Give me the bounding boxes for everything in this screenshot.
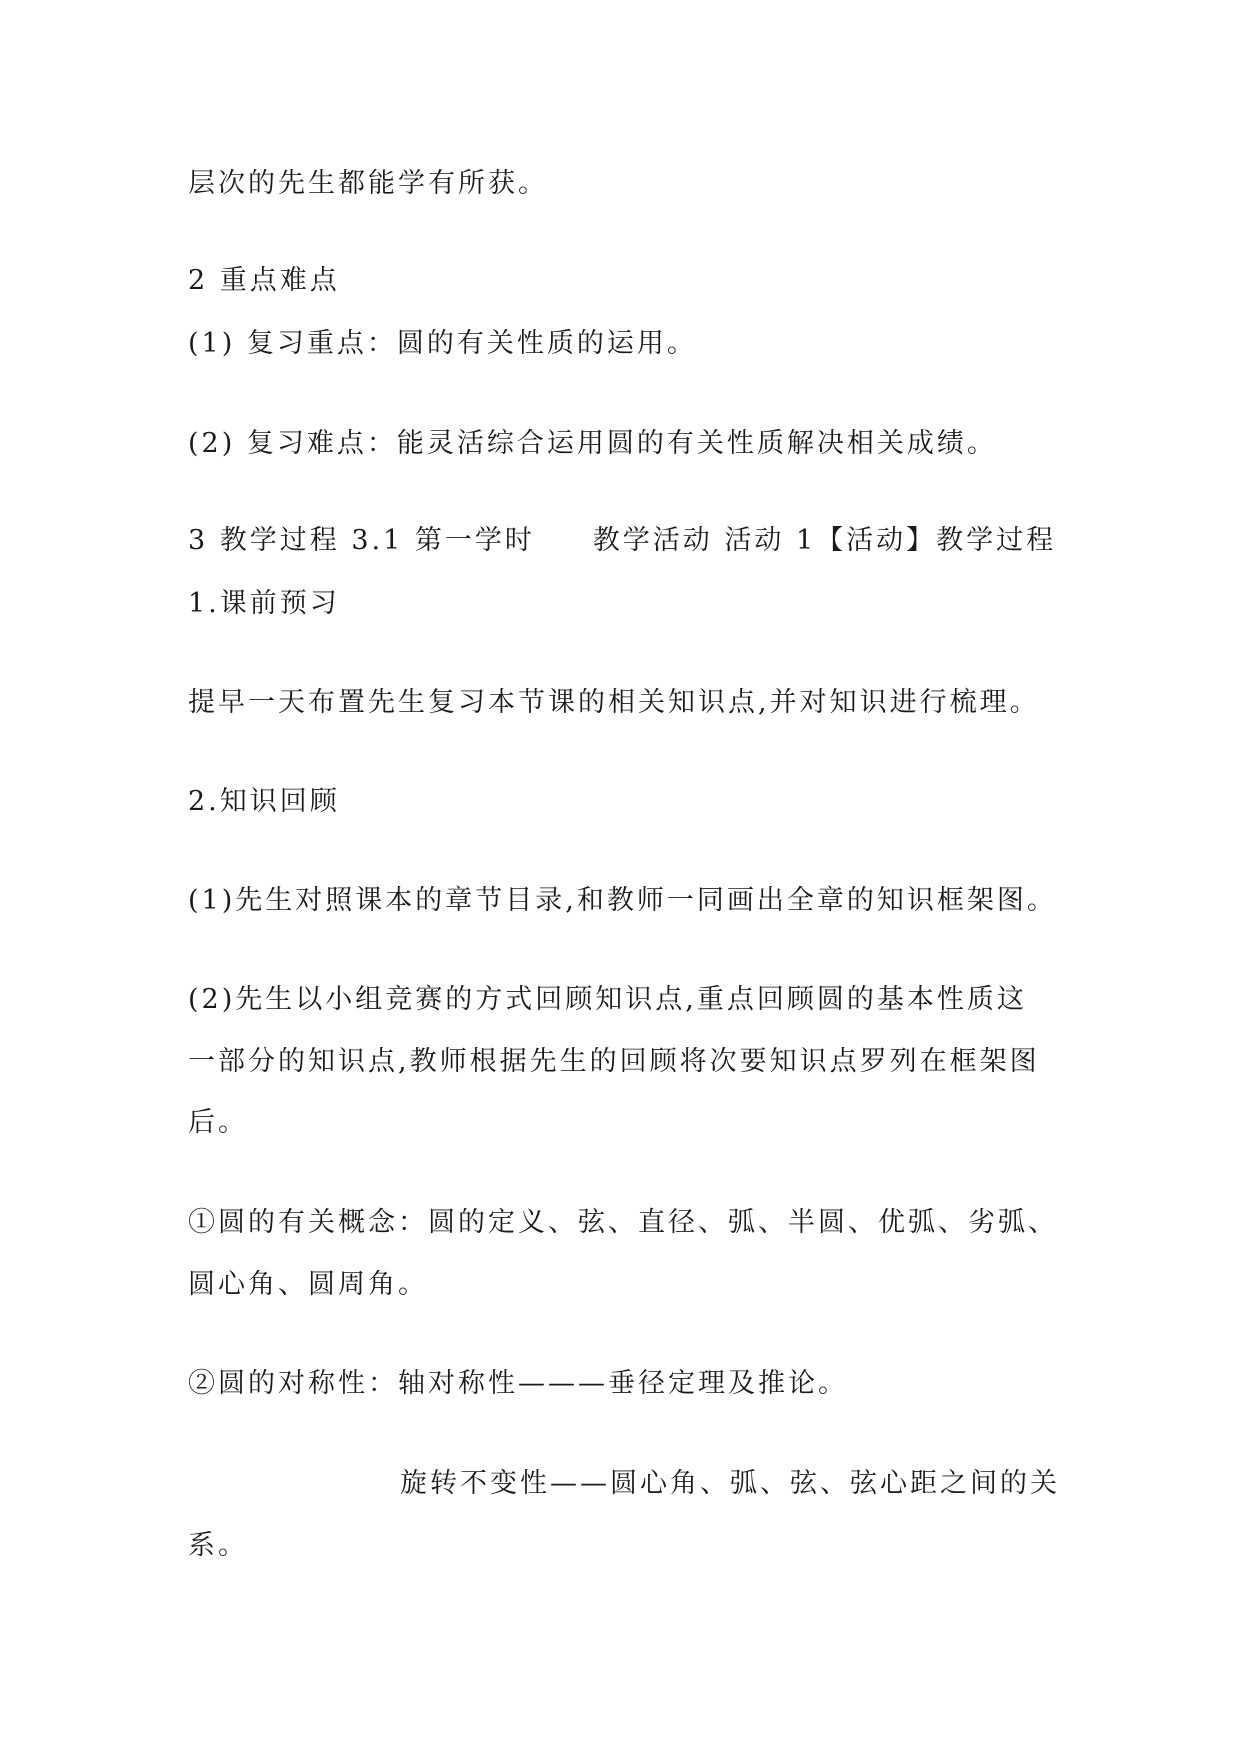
paragraph-line: ②圆的对称性：轴对称性———垂径定理及推论。 [188,1368,848,1399]
subheading-preview: 1.课前预习 [188,588,340,619]
paragraph-line: 提早一天布置先生复习本节课的相关知识点,并对知识进行梳理。 [188,687,1040,718]
paragraph-line: 后。 [188,1107,248,1138]
paragraph-line: (2) 复习难点：能灵活综合运用圆的有关性质解决相关成绩。 [188,428,997,459]
paragraph-line: 系。 [188,1530,248,1561]
subheading-review: 2.知识回顾 [188,786,340,817]
paragraph-line: ①圆的有关概念：圆的定义、弦、直径、弧、半圆、优弧、劣弧、 [188,1207,1058,1238]
section-heading-teaching-process: 3 教学过程 3.1 第一学时 教学活动 活动 1【活动】教学过程 [188,525,1057,556]
section-heading-key-points: 2 重点难点 [188,265,340,296]
paragraph-line: (1) 复习重点：圆的有关性质的运用。 [188,328,697,359]
paragraph-line: (1)先生对照课本的章节目录,和教师一同画出全章的知识框架图。 [188,885,1057,916]
paragraph-line: 圆心角、圆周角。 [188,1269,428,1300]
paragraph-line: 层次的先生都能学有所获。 [188,168,548,199]
paragraph-line: 一部分的知识点,教师根据先生的回顾将次要知识点罗列在框架图 [188,1046,1040,1077]
paragraph-line: (2)先生以小组竞赛的方式回顾知识点,重点回顾圆的基本性质这 [188,984,1027,1015]
paragraph-line-indented: 旋转不变性——圆心角、弧、弦、弦心距之间的关 [400,1468,1060,1499]
